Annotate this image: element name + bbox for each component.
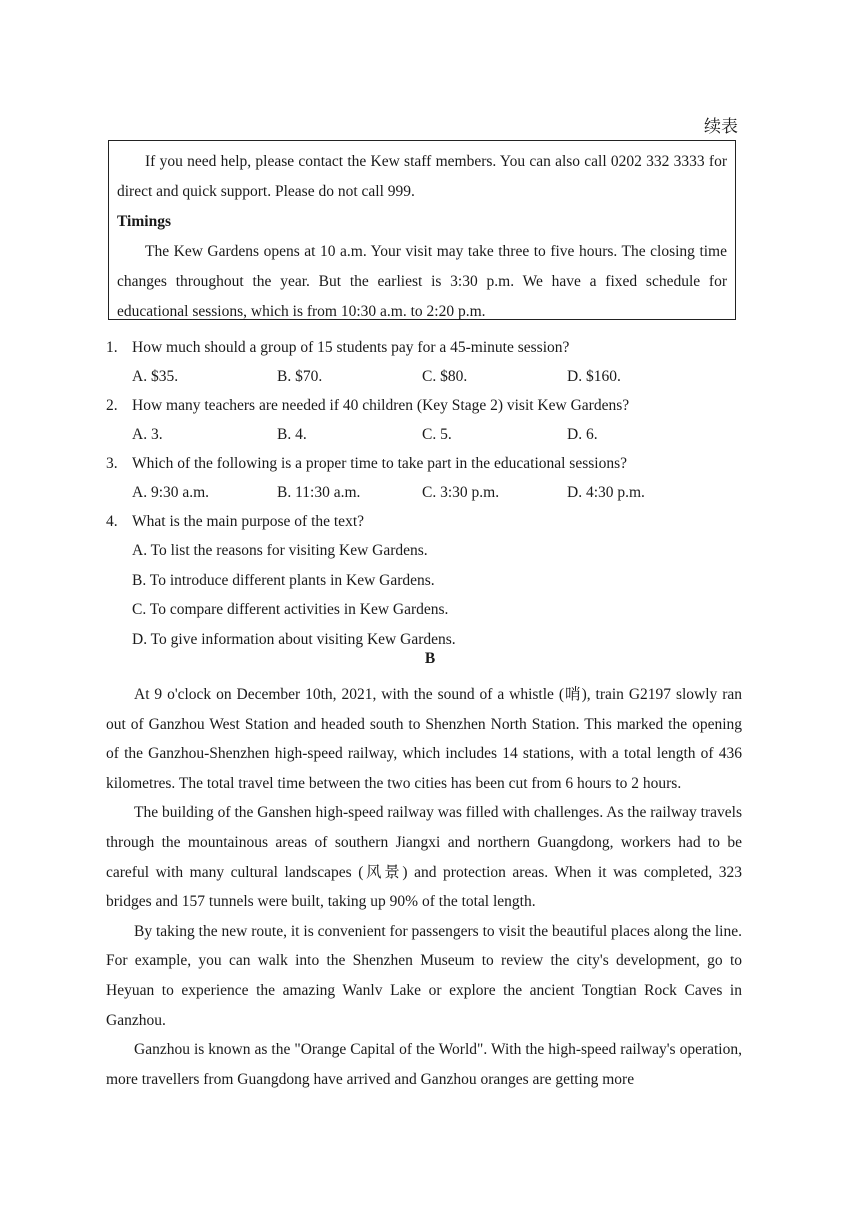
question-text: How many teachers are needed if 40 children (Key Stage 2) visit Kew Gardens? xyxy=(132,397,630,414)
question-item xyxy=(106,449,746,478)
option-row xyxy=(106,362,746,391)
question-list xyxy=(106,333,746,654)
help-paragraph: If you need help, please contact the Kew staff members. You can also call 0202 332 3333 for direct and quick support. Please do not call 999. xyxy=(117,153,727,200)
option-b: B. 4. xyxy=(277,426,307,443)
passage-b xyxy=(106,680,742,1094)
question-number: 3. xyxy=(106,455,118,472)
question-number: 2. xyxy=(106,397,118,414)
option-d: D. To give information about visiting Kew Gardens. xyxy=(132,630,456,648)
option-a: A. To list the reasons for visiting Kew Gardens. xyxy=(132,542,428,559)
question-item xyxy=(106,391,746,420)
question-number: 1. xyxy=(106,339,118,356)
option-d: D. 4:30 p.m. xyxy=(567,484,645,501)
option-column xyxy=(106,536,746,654)
timings-paragraph: The Kew Gardens opens at 10 a.m. Your visit may take three to five hours. The closing time changes throughout the year. But the earliest is 3:30 p.m. We have a fixed schedule for educational sessions, which is from 10:30 a.m. to 2:20 p.m. xyxy=(117,243,727,320)
option-a: A. 9:30 a.m. xyxy=(132,484,210,501)
option-d: D. $160. xyxy=(567,368,621,385)
question-number: 4. xyxy=(106,513,118,530)
option-d: D. 6. xyxy=(567,426,598,443)
notice-box xyxy=(108,140,736,320)
question-text: What is the main purpose of the text? xyxy=(132,513,365,530)
option-a: A. 3. xyxy=(132,426,163,443)
option-c: C. $80. xyxy=(422,368,468,385)
continued-label: 续表 xyxy=(704,117,738,136)
passage-paragraph: Ganzhou is known as the "Orange Capital of the World". With the high-speed railway's operation, more travellers from Guangdong have arrived and Ganzhou oranges are getting more xyxy=(106,1041,742,1088)
option-b: B. $70. xyxy=(277,368,323,385)
option-row xyxy=(106,478,746,507)
option-c: C. 5. xyxy=(422,426,452,443)
question-item xyxy=(106,333,746,362)
timings-heading: Timings xyxy=(117,213,171,230)
passage-paragraph: The building of the Ganshen high-speed railway was filled with challenges. As the railway travels through the mountainous areas of southern Jiangxi and northern Guangdong, workers had to be careful with many cultural landscapes (风景) and protection areas. When it was completed, 323 bridges and 157 tunnels were built, taking up 90% of the total length. xyxy=(106,804,742,911)
question-item xyxy=(106,507,746,536)
section-letter: B xyxy=(424,650,436,667)
option-c: C. 3:30 p.m. xyxy=(422,484,500,501)
option-a: A. $35. xyxy=(132,368,179,385)
question-text: How much should a group of 15 students pay for a 45-minute session? xyxy=(132,339,570,356)
option-c: C. To compare different activities in Kew Gardens. xyxy=(132,601,449,618)
option-b: B. To introduce different plants in Kew Gardens. xyxy=(132,571,435,589)
option-row xyxy=(106,420,746,449)
question-text: Which of the following is a proper time to take part in the educational sessions? xyxy=(132,455,628,472)
passage-paragraph: At 9 o'clock on December 10th, 2021, with the sound of a whistle (哨), train G2197 slowly ran out of Ganzhou West Station and headed south to Shenzhen North Station. This marked the opening of the Ganzhou-Shenzhen high-speed railway, which includes 14 stations, with a total length of 436 kilometres. The total travel time between the two cities has been cut from 6 hours to 2 hours. xyxy=(106,686,742,792)
passage-paragraph: By taking the new route, it is convenient for passengers to visit the beautiful places along the line. For example, you can walk into the Shenzhen Museum to review the city's development, go to Heyuan to experience the amazing Wanlv Lake or explore the ancient Tongtian Rock Caves in Ganzhou. xyxy=(106,922,742,1029)
option-b: B. 11:30 a.m. xyxy=(277,484,361,501)
